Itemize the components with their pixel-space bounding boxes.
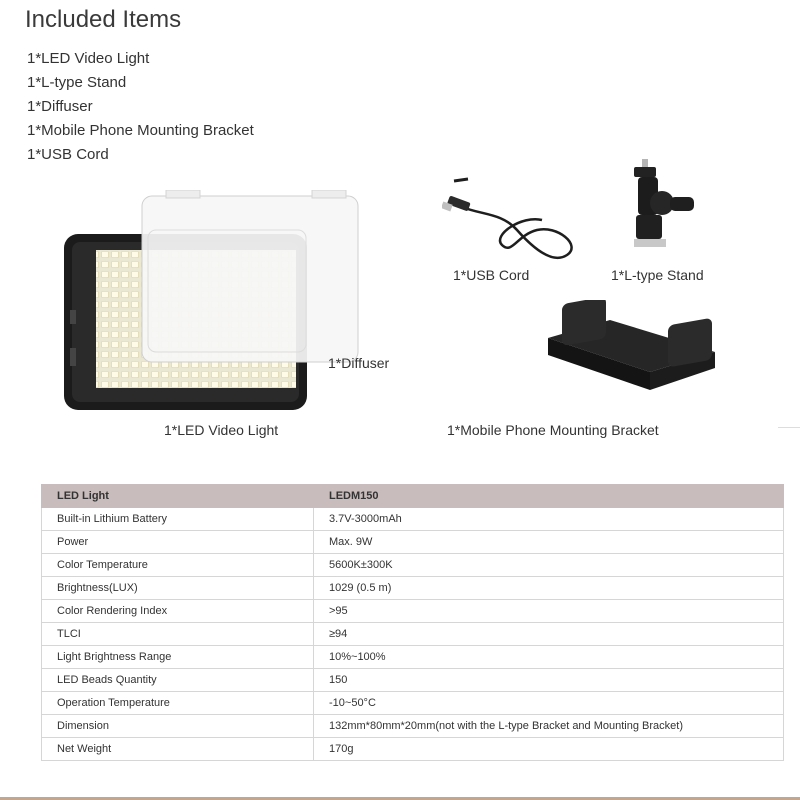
spec-label: Light Brightness Range (42, 646, 314, 669)
spec-value: 5600K±300K (314, 554, 784, 577)
spec-value: 10%~100% (314, 646, 784, 669)
phone-bracket-image (540, 300, 730, 405)
spec-label: TLCI (42, 623, 314, 646)
spec-label: Net Weight (42, 738, 314, 761)
included-items-list (27, 47, 254, 167)
table-row (42, 554, 784, 577)
spec-label: Dimension (42, 715, 314, 738)
spec-value: 132mm*80mm*20mm(not with the L-type Bracket and Mounting Bracket) (314, 715, 784, 738)
usb-cord-image (442, 175, 577, 270)
table-row (42, 531, 784, 554)
spec-label: LED Beads Quantity (42, 669, 314, 692)
spec-label: Color Rendering Index (42, 600, 314, 623)
divider (778, 427, 800, 428)
table-row (42, 669, 784, 692)
spec-label: Color Temperature (42, 554, 314, 577)
usb-cord-caption: 1*USB Cord (453, 267, 530, 283)
spec-table (41, 484, 784, 761)
page-title: Included Items (25, 6, 182, 33)
led-light-caption: 1*LED Video Light (164, 422, 279, 438)
list-item: 1*Diffuser (27, 98, 93, 115)
l-stand-caption: 1*L-type Stand (611, 267, 704, 283)
spec-value: 170g (314, 738, 784, 761)
spec-value: 1029 (0.5 m) (314, 577, 784, 600)
table-row (42, 646, 784, 669)
led-video-light-image (60, 190, 365, 415)
spec-value: Max. 9W (314, 531, 784, 554)
table-header-row (42, 485, 784, 508)
list-item: 1*L-type Stand (27, 74, 127, 91)
diffuser-caption: 1*Diffuser (328, 355, 390, 371)
spec-value: ≥94 (314, 623, 784, 646)
list-item: 1*USB Cord (27, 146, 109, 163)
table-row (42, 600, 784, 623)
list-item: 1*LED Video Light (27, 50, 150, 67)
spec-value: >95 (314, 600, 784, 623)
bracket-caption: 1*Mobile Phone Mounting Bracket (447, 422, 659, 438)
spec-value: 3.7V-3000mAh (314, 508, 784, 531)
table-row (42, 715, 784, 738)
table-header-cell: LEDM150 (314, 485, 784, 508)
l-type-stand-image (620, 155, 705, 255)
spec-label: Built-in Lithium Battery (42, 508, 314, 531)
table-row (42, 577, 784, 600)
spec-value: -10~50°C (314, 692, 784, 715)
spec-label: Brightness(LUX) (42, 577, 314, 600)
list-item: 1*Mobile Phone Mounting Bracket (27, 122, 254, 139)
spec-label: Power (42, 531, 314, 554)
spec-value: 150 (314, 669, 784, 692)
table-row (42, 508, 784, 531)
table-row (42, 623, 784, 646)
table-row (42, 692, 784, 715)
table-row (42, 738, 784, 761)
table-header-cell: LED Light (42, 485, 314, 508)
spec-label: Operation Temperature (42, 692, 314, 715)
